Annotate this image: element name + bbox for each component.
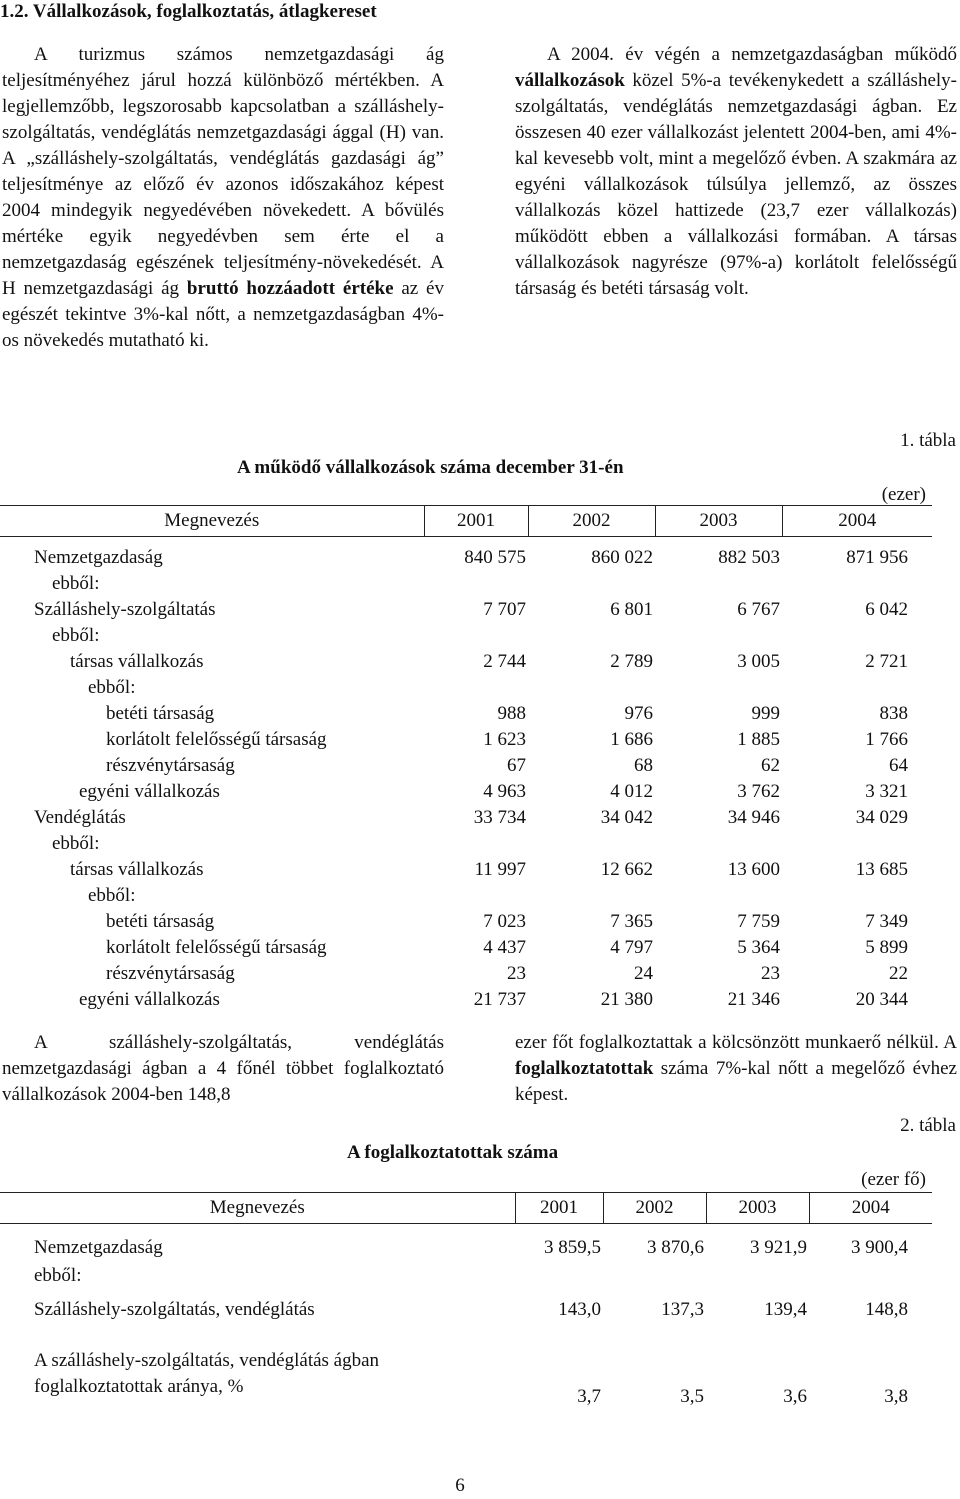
table-row xyxy=(0,987,932,1013)
table-cell: 2 789 xyxy=(610,651,653,672)
table-header-cell: 2004 xyxy=(809,1193,932,1224)
table-cell: 7 759 xyxy=(737,911,780,932)
table-cell xyxy=(424,831,528,857)
table-cell xyxy=(528,883,655,909)
table-cell xyxy=(782,883,932,909)
row-label: ebből: xyxy=(88,885,136,906)
table-cell: 871 956 xyxy=(846,547,908,568)
table-cell: 1 766 xyxy=(865,729,908,750)
table-row xyxy=(0,571,932,597)
row-label: Nemzetgazdaság xyxy=(34,1237,163,1258)
table-cell: 3 921,9 xyxy=(750,1237,807,1258)
row-label: korlátolt felelősségű társaság xyxy=(106,729,327,750)
table-cell: 4 012 xyxy=(610,781,653,802)
table-cell: 67 xyxy=(507,755,526,776)
table-row xyxy=(0,753,932,779)
table-header-cell: 2001 xyxy=(515,1193,603,1224)
table-cell: 62 xyxy=(761,755,780,776)
table-cell: 4 963 xyxy=(483,781,526,802)
section-heading: 1.2. Vállalkozások, foglalkoztatás, átlagkereset xyxy=(0,1,377,22)
table-cell: 11 997 xyxy=(474,859,526,880)
table-header-cell: 2004 xyxy=(782,506,932,537)
table-cell xyxy=(528,675,655,701)
table-row xyxy=(0,857,932,883)
right-paragraph-2: ezer főt foglalkoztattak a kölcsönzött munkaerő nélkül. A foglalkoztatottak száma 7%-kal nőtt a megelőző évhez képest. xyxy=(515,1032,957,1105)
table-cell: 68 xyxy=(634,755,653,776)
table-cell: 976 xyxy=(624,703,653,724)
table-cell: 1 885 xyxy=(737,729,780,750)
table-header-cell: 2002 xyxy=(603,1193,706,1224)
row-label: ebből: xyxy=(52,625,100,646)
table-header-cell: Megnevezés xyxy=(0,506,424,537)
table-row xyxy=(0,1234,932,1262)
table-row xyxy=(0,623,932,649)
table-cell: 148,8 xyxy=(865,1299,908,1320)
table-row xyxy=(0,1330,932,1410)
table-cell: 139,4 xyxy=(764,1299,807,1320)
table-header-cell: 2001 xyxy=(424,506,528,537)
table1 xyxy=(0,505,932,1013)
table-cell xyxy=(528,623,655,649)
table-row xyxy=(0,935,932,961)
table-cell: 143,0 xyxy=(558,1299,601,1320)
table-cell xyxy=(515,1262,603,1290)
table-cell: 3,8 xyxy=(884,1386,908,1407)
row-label: társas vállalkozás xyxy=(70,651,204,672)
row-label: társas vállalkozás xyxy=(70,859,204,880)
table-header-row xyxy=(0,1193,932,1224)
table-row xyxy=(0,961,932,987)
table-cell: 13 600 xyxy=(727,859,780,880)
table-cell xyxy=(809,1262,932,1290)
table-cell xyxy=(655,623,782,649)
table-cell xyxy=(655,831,782,857)
table-cell: 838 xyxy=(879,703,908,724)
table-cell: 3,5 xyxy=(680,1386,704,1407)
row-label: Vendéglátás xyxy=(34,807,126,828)
table-cell: 34 042 xyxy=(600,807,653,828)
table-cell: 3 321 xyxy=(865,781,908,802)
table-cell xyxy=(782,571,932,597)
table-cell: 3 005 xyxy=(737,651,780,672)
table-cell xyxy=(424,675,528,701)
row-label: betéti társaság xyxy=(106,703,215,724)
table-row xyxy=(0,649,932,675)
table-header-cell: 2003 xyxy=(706,1193,809,1224)
table-cell: 3 900,4 xyxy=(851,1237,908,1258)
table-cell: 21 346 xyxy=(727,989,780,1010)
row-label: A szálláshely-szolgáltatás, vendéglátás ágban foglalkoztatottak aránya, % xyxy=(34,1350,380,1397)
table-cell: 3 870,6 xyxy=(647,1237,704,1258)
table-cell: 6 801 xyxy=(610,599,653,620)
table-row xyxy=(0,1262,932,1290)
row-label: ebből: xyxy=(34,1265,82,1286)
table-cell: 999 xyxy=(751,703,780,724)
table-cell: 23 xyxy=(507,963,526,984)
table-cell: 988 xyxy=(497,703,526,724)
table-cell: 24 xyxy=(634,963,653,984)
table-cell: 6 042 xyxy=(865,599,908,620)
table-cell: 2 744 xyxy=(483,651,526,672)
row-label: egyéni vállalkozás xyxy=(79,781,220,802)
table-cell: 3,6 xyxy=(783,1386,807,1407)
table-cell xyxy=(424,883,528,909)
row-label: Szálláshely-szolgáltatás, vendéglátás xyxy=(34,1299,315,1320)
table-cell: 3,7 xyxy=(577,1386,601,1407)
table-cell: 7 365 xyxy=(610,911,653,932)
row-label: Szálláshely-szolgáltatás xyxy=(34,599,216,620)
table-cell: 34 029 xyxy=(855,807,908,828)
table-cell: 6 767 xyxy=(737,599,780,620)
row-label: részvénytársaság xyxy=(106,963,235,984)
table-cell: 21 737 xyxy=(473,989,526,1010)
table-cell xyxy=(528,571,655,597)
table-cell xyxy=(528,831,655,857)
table-cell xyxy=(655,571,782,597)
left-paragraph: A turizmus számos nemzetgazdasági ág teljesítményéhez járul hozzá különböző mértékben. A legjellemzőbb, legszorosabb kapcsolatban a szálláshely-szolgáltatás, vendéglátás nemzetgazdasági ággal (H) van. A „szálláshely-szolgáltatás, vendéglátás gazdasági ág” teljesítménye az előző év azonos időszakához képest 2004 mindegyik negyedévében növekedett. A bővülés mértéke egyik negyedévben sem érte el a nemzetgazdaság egészének teljesítmény-növekedését. A H nemzetgazdasági ág bruttó hozzáadott értéke az év egészét tekintve 3%-kal nőtt, a nemzetgazdaságban 4%-os növekedés mutatható ki. xyxy=(2,44,444,351)
row-label: ebből: xyxy=(88,677,136,698)
table-cell: 13 685 xyxy=(855,859,908,880)
table-header-row xyxy=(0,506,932,537)
table-header-cell: 2003 xyxy=(655,506,782,537)
table1-number: 1. tábla xyxy=(900,430,956,451)
page-number: 6 xyxy=(455,1475,465,1496)
table-cell: 2 721 xyxy=(865,651,908,672)
table-cell: 4 437 xyxy=(483,937,526,958)
table-cell xyxy=(782,623,932,649)
table-cell xyxy=(424,623,528,649)
table-cell: 7 023 xyxy=(483,911,526,932)
table-row xyxy=(0,779,932,805)
row-label: Nemzetgazdaság xyxy=(34,547,163,568)
table-cell xyxy=(603,1262,706,1290)
table-cell: 3 859,5 xyxy=(544,1237,601,1258)
table-cell: 137,3 xyxy=(661,1299,704,1320)
table-cell: 21 380 xyxy=(600,989,653,1010)
table-cell: 5 899 xyxy=(865,937,908,958)
table-cell: 7 707 xyxy=(483,599,526,620)
table-cell: 1 686 xyxy=(610,729,653,750)
table-cell: 3 762 xyxy=(737,781,780,802)
table-cell xyxy=(655,675,782,701)
table-cell xyxy=(655,883,782,909)
row-label: egyéni vállalkozás xyxy=(79,989,220,1010)
table-cell xyxy=(782,675,932,701)
table-cell: 20 344 xyxy=(855,989,908,1010)
table-cell: 64 xyxy=(889,755,908,776)
table-cell: 7 349 xyxy=(865,911,908,932)
table2-title: A foglalkoztatottak száma xyxy=(347,1142,559,1163)
table2-number: 2. tábla xyxy=(900,1115,956,1136)
table-cell: 5 364 xyxy=(737,937,780,958)
table-header-cell: 2002 xyxy=(528,506,655,537)
table-row xyxy=(0,675,932,701)
right-paragraph: A 2004. év végén a nemzetgazdaságban működő vállalkozások közel 5%-a tevékenykedett a szálláshely-szolgáltatás, vendéglátás nemzetgazdasági ágban. Ez összesen 40 ezer vállalkozást jelentett 2004-ben, ami 4%-kal kevesebb volt, mint a megelőző évben. A szakmára az egyéni vállalkozások túlsúlya jellemző, az összes vállalkozás közel hattizede (23,7 ezer vállalkozás) működött ebben a vállalkozási formában. A társas vállalkozások nagyrésze (97%-a) korlátolt felelősségű társaság és betéti társaság volt. xyxy=(515,44,957,299)
table-cell xyxy=(424,571,528,597)
table-row xyxy=(0,597,932,623)
table-cell: 12 662 xyxy=(600,859,653,880)
table-cell: 22 xyxy=(889,963,908,984)
row-label: ebből: xyxy=(52,573,100,594)
table-row xyxy=(0,1290,932,1330)
left-paragraph-2: A szálláshely-szolgáltatás, vendéglátás nemzetgazdasági ágban a 4 főnél többet foglalkoztató vállalkozások 2004-ben 148,8 xyxy=(2,1032,444,1105)
table-row xyxy=(0,831,932,857)
table-cell: 840 575 xyxy=(464,547,526,568)
table1-unit: (ezer) xyxy=(881,484,926,505)
table-cell xyxy=(706,1262,809,1290)
table-row xyxy=(0,883,932,909)
table-cell: 1 623 xyxy=(483,729,526,750)
table-cell: 23 xyxy=(761,963,780,984)
table2-unit: (ezer fő) xyxy=(861,1169,926,1190)
table-row xyxy=(0,805,932,831)
table-row xyxy=(0,701,932,727)
table-cell: 882 503 xyxy=(718,547,780,568)
row-label: betéti társaság xyxy=(106,911,215,932)
table-cell xyxy=(782,831,932,857)
table-cell: 860 022 xyxy=(591,547,653,568)
table-row xyxy=(0,545,932,571)
row-label: korlátolt felelősségű társaság xyxy=(106,937,327,958)
row-label: ebből: xyxy=(52,833,100,854)
table-row xyxy=(0,909,932,935)
table-row xyxy=(0,727,932,753)
table1-title: A működő vállalkozások száma december 31-én xyxy=(237,457,624,478)
table2 xyxy=(0,1192,932,1410)
row-label: részvénytársaság xyxy=(106,755,235,776)
table-cell: 34 946 xyxy=(727,807,780,828)
table-cell: 33 734 xyxy=(473,807,526,828)
table-header-cell: Megnevezés xyxy=(0,1193,515,1224)
table-cell: 4 797 xyxy=(610,937,653,958)
